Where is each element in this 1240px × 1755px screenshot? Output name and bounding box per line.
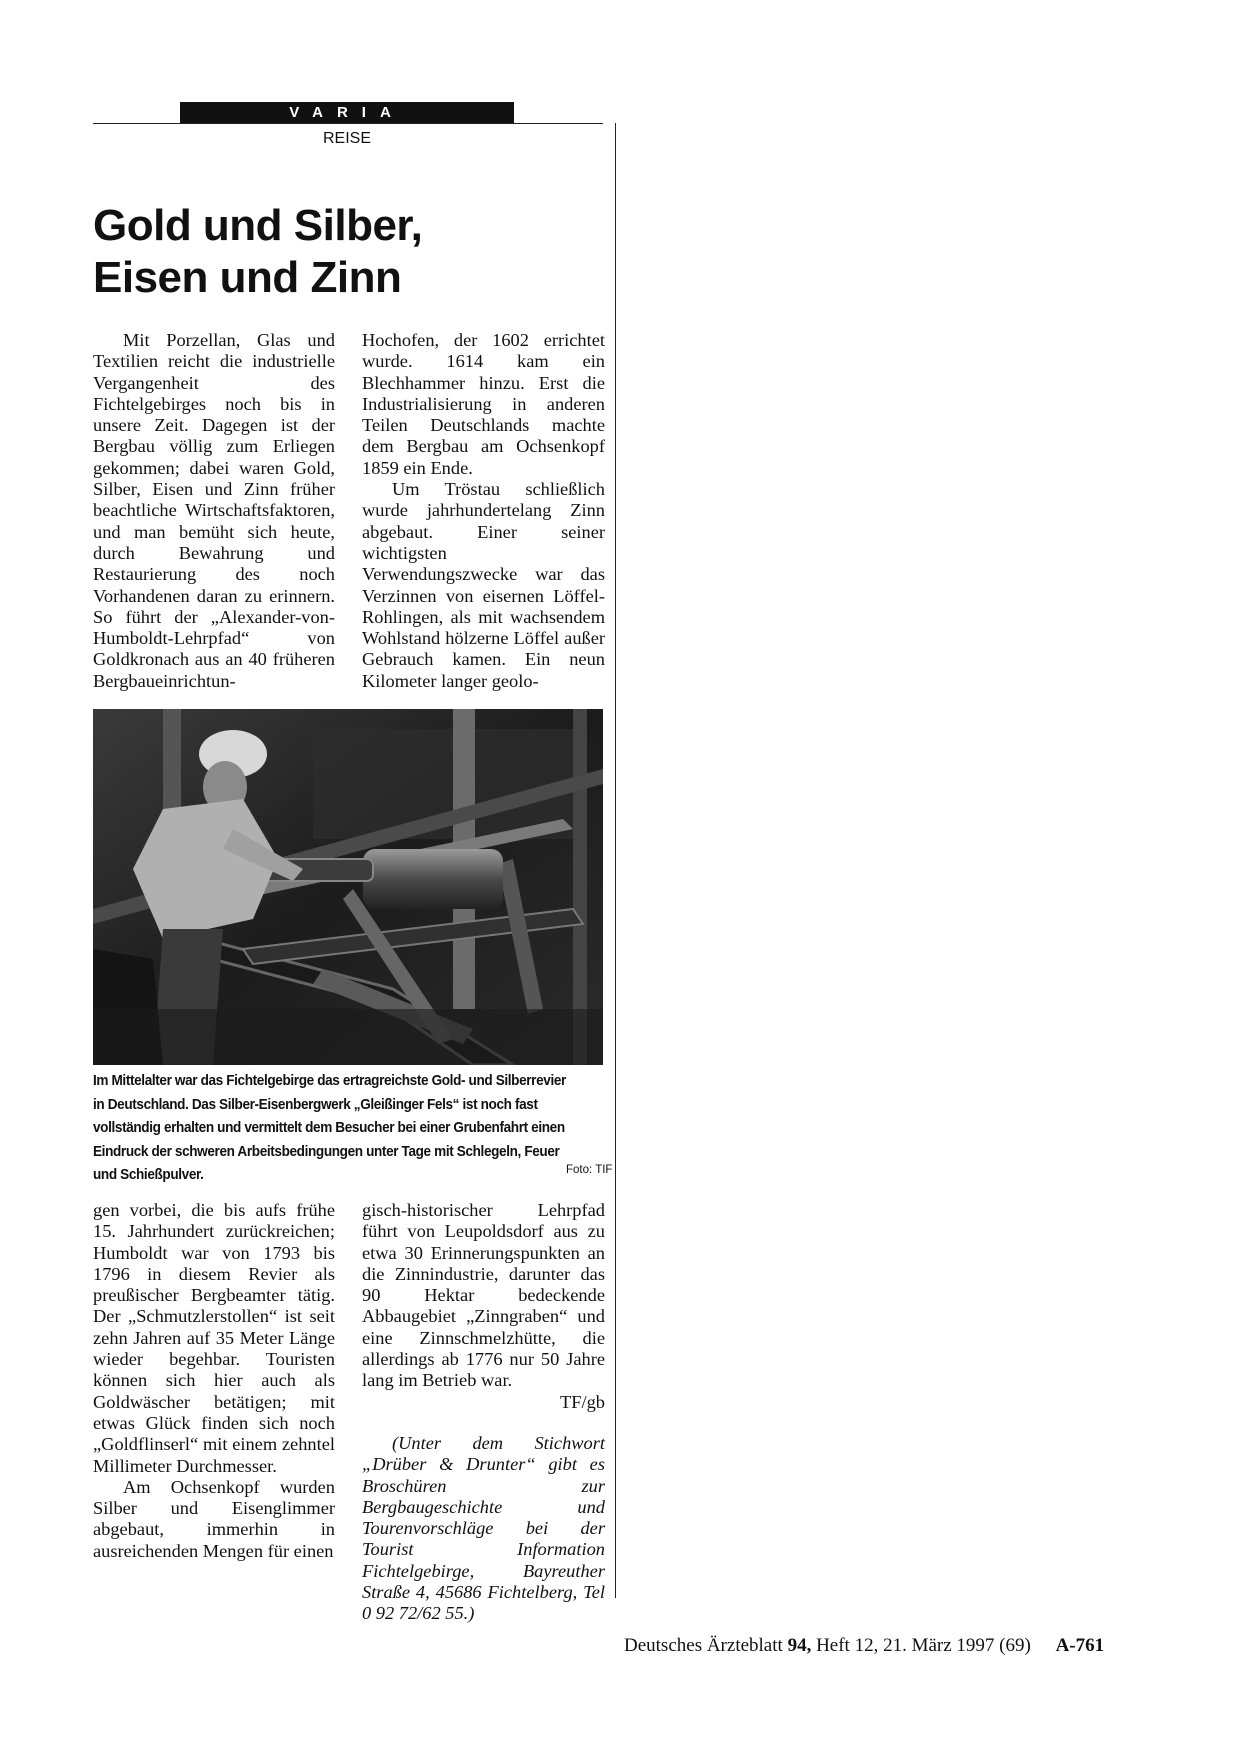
- column-rule: [615, 123, 616, 1598]
- paragraph: Mit Porzellan, Glas und Textilien reicht die industrielle Vergangenheit des Fichtelgebirges noch bis in unsere Zeit. Dagegen ist der Bergbau völlig zum Erliegen gekommen; dabei waren Gold, Silber, Eisen und Zinn früher beachtliche Wirtschaftsfaktoren, und man bemüht sich heute, durch Bewahrung und Restaurierung des noch Vorhandenen daran zu erinnern. So führt der „Alexander-von-Humboldt-Lehrpfad“ von Goldkronach aus an 40 früheren Bergbaueinrichtun-: [93, 330, 335, 691]
- paragraph: Hochofen, der 1602 errichtet wurde. 1614 kam ein Blechhammer hinzu. Erst die Industrialisierung in anderen Teilen Deutschlands machte dem Bergbau am Ochsenkopf 1859 ein Ende.: [362, 330, 605, 478]
- signature-text: TF/gb: [560, 1391, 605, 1412]
- paragraph: Am Ochsenkopf wurden Silber und Eisenglimmer abgebaut, immerhin in ausreichenden Mengen für einen: [93, 1476, 335, 1561]
- paragraph: gen vorbei, die bis aufs frühe 15. Jahrhundert zurückreichen; Humboldt war von 1793 bis 1796 in diesem Revier als preußischer Bergbeamter tätig. Der „Schmutzlerstollen“ ist seit zehn Jahren auf 35 Meter Länge wieder begehbar. Touristen können sich hier auch als Goldwäscher betätigen; mit etwas Glück finden sich noch „Goldflinserl“ mit einem zehntel Millimeter Durchmesser.: [93, 1200, 335, 1476]
- page-footer: [624, 1635, 1104, 1657]
- title-line-1: Gold und Silber,: [93, 201, 423, 250]
- photo-caption: Im Mittelalter war das Fichtelgebirge das ertragreichste Gold- und Silberrevier in Deutschland. Das Silber-Eisenbergwerk „Gleißinger Fels“ ist noch fast vollständig erhalten und vermittelt dem Besucher bei einer Grubenfahrt einen Eindruck der schweren Arbeitsbedingungen unter Tage mit Schlegeln, Feuer und Schießpulver.: [93, 1073, 566, 1183]
- article-column-1: [93, 330, 335, 692]
- paragraph: Um Tröstau schließlich wurde jahrhundertelang Zinn abgebaut. Einer seiner wichtigsten Verwendungszwecke war das Verzinnen von eisernen Löffel-Rohlingen, als mit wachsendem Wohlstand hölzerne Löffel außer Gebrauch kamen. Ein neun Kilometer langer geolo-: [362, 479, 605, 691]
- issue-date: Heft 12, 21. März 1997 (69): [816, 1635, 1031, 1656]
- mine-photo: [93, 709, 603, 1065]
- photo-credit: Foto: TIF: [566, 1164, 613, 1176]
- subsection-label: REISE: [322, 130, 371, 147]
- article-column-4: [362, 1200, 605, 1625]
- journal-name: Deutsches Ärzteblatt: [624, 1635, 783, 1656]
- paragraph: gisch-historischer Lehrpfad führt von Leupoldsdorf aus zu etwa 30 Erinnerungspunkten an die Zinnindustrie, darunter das 90 Hektar bedeckende Abbaugebiet „Zinngraben“ und eine Zinnschmelzhütte, die allerdings ab 1776 nur 50 Jahre lang im Betrieb war.: [362, 1200, 605, 1391]
- page-number: A-761: [1055, 1635, 1105, 1656]
- section-label: VARIA: [180, 102, 514, 124]
- title-line-2: Eisen und Zinn: [93, 253, 402, 302]
- article-column-3: [93, 1200, 335, 1562]
- author-signature: [362, 1392, 605, 1413]
- journal-volume: 94,: [787, 1635, 812, 1656]
- header-rule: [93, 123, 603, 124]
- article-column-2: [362, 330, 605, 692]
- info-note: (Unter dem Stichwort „Drüber & Drunter“ gibt es Broschüren zur Bergbaugeschichte und Tourenvorschläge bei der Tourist Information Fichtelgebirge, Bayreuther Straße 4, 45686 Fichtelberg, Tel 0 92 72/62 55.): [362, 1432, 605, 1624]
- article-title: [93, 200, 613, 304]
